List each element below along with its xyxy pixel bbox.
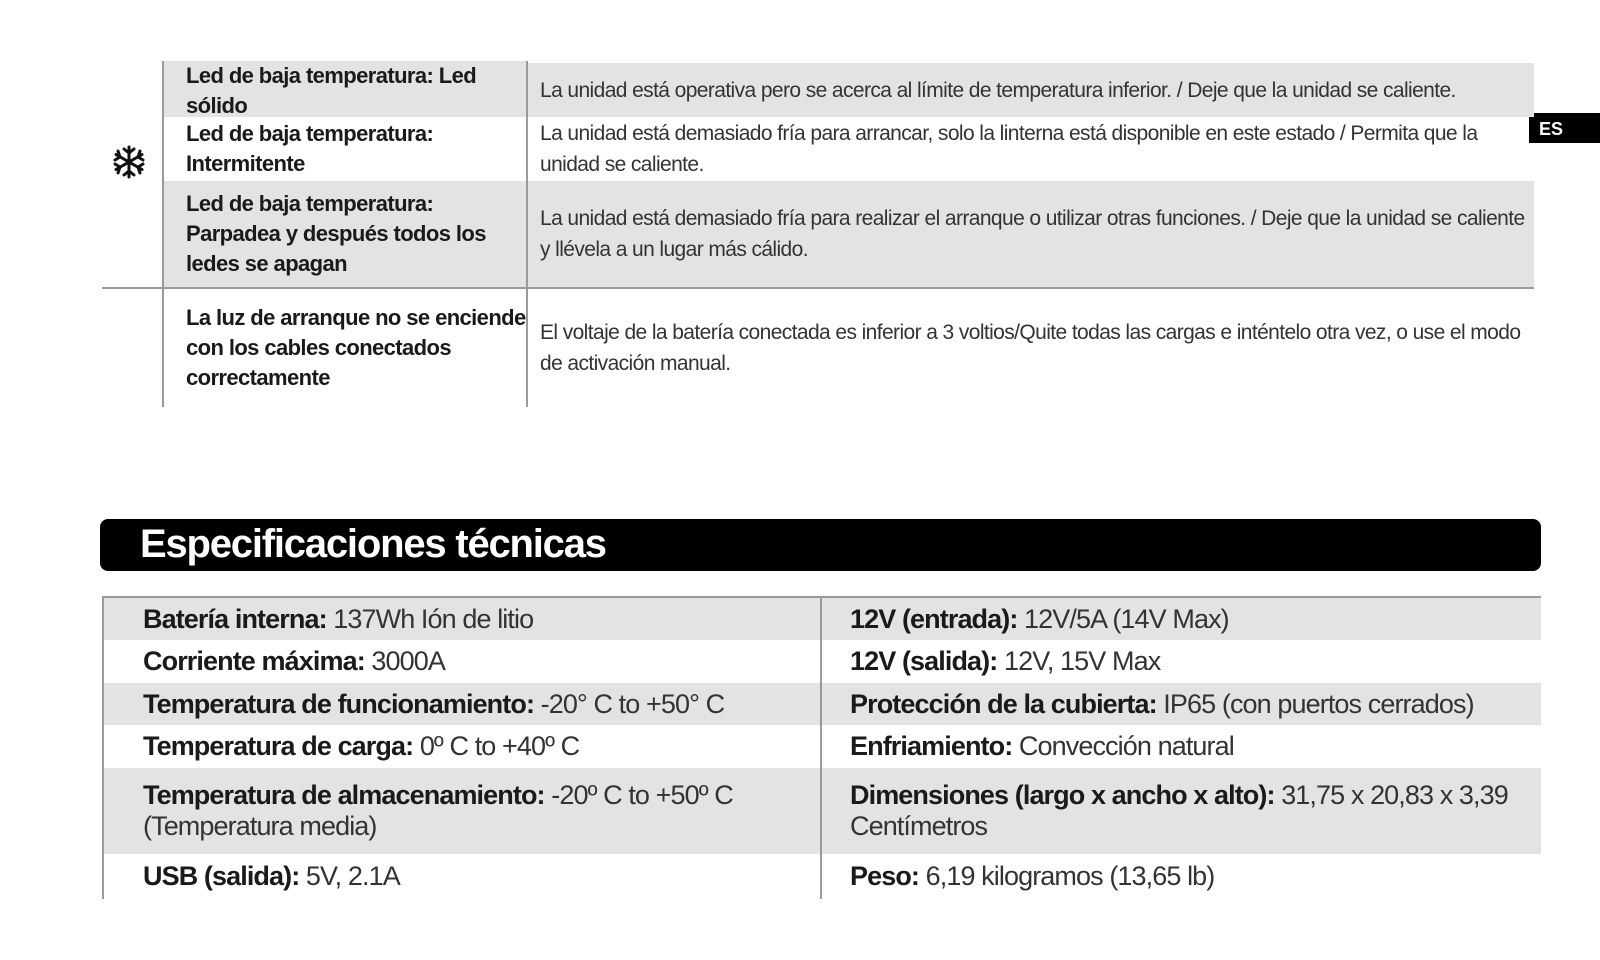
description-cell: La unidad está demasiado fría para realizar el arranque o utilizar otras funciones. / Deje que la unidad se caliente y llévela a un lugar más cálido. — [528, 181, 1534, 287]
spec-label: Temperatura de almacenamiento: — [143, 780, 545, 810]
spec-label: Temperatura de carga: — [143, 731, 414, 761]
spec-cell — [102, 725, 822, 768]
spec-value: 12V/5A (14V Max) — [1017, 603, 1229, 634]
spec-value: 3000A — [364, 646, 445, 676]
icon-cell — [102, 63, 162, 117]
table-row — [102, 768, 1541, 854]
language-tab: ES — [1529, 113, 1600, 143]
spec-value: 137Wh Ión de litio — [326, 603, 534, 634]
spec-cell — [822, 854, 1541, 899]
spec-cell — [102, 640, 822, 683]
spec-value: 5V, 2.1A — [299, 861, 400, 891]
description-cell: La unidad está operativa pero se acerca al límite de temperatura inferior. / Deje que la unidad se caliente. — [528, 63, 1534, 117]
condition-cell: Led de baja temperatura: Intermitente — [162, 117, 528, 181]
table-row — [102, 725, 1541, 768]
condition-cell: Led de baja temperatura: Led sólido — [162, 61, 528, 117]
spec-value: 6,19 kilogramos (13,65 lb) — [919, 861, 1215, 891]
spec-cell — [102, 683, 822, 725]
spec-cell — [822, 683, 1541, 725]
description-cell: El voltaje de la batería conectada es inferior a 3 voltios/Quite todas las cargas e inténtelo otra vez, o use el modo de activación manual. — [540, 321, 1521, 375]
specifications-title: Especificaciones técnicas — [100, 519, 1541, 571]
description-cell: La unidad está demasiado fría para arrancar, solo la linterna está disponible en este estado / Permita que la unidad se caliente. — [540, 122, 1478, 176]
table-row — [102, 598, 1541, 640]
spec-label: 12V (entrada): — [850, 603, 1018, 634]
spec-value: 0º C to +40º C — [413, 731, 580, 761]
spec-label: Corriente máxima: — [143, 646, 365, 676]
spec-label: Enfriamiento: — [850, 731, 1013, 761]
spec-value: 12V, 15V Max — [997, 646, 1161, 676]
spec-cell — [102, 768, 822, 854]
icon-cell — [102, 181, 162, 287]
spec-label: USB (salida): — [143, 861, 300, 891]
table-row — [102, 683, 1541, 725]
table-row — [102, 63, 1534, 117]
spec-label: Protección de la cubierta: — [850, 688, 1157, 719]
spec-cell — [822, 725, 1541, 768]
specifications-table — [102, 596, 1541, 899]
icon-cell — [102, 289, 162, 407]
spec-cell — [822, 768, 1541, 854]
spec-cell — [822, 598, 1541, 640]
spec-label: Temperatura de funcionamiento: — [143, 688, 535, 719]
spec-label: 12V (salida): — [850, 646, 998, 676]
spec-value: IP65 (con puertos cerrados) — [1156, 688, 1474, 719]
condition-cell: Led de baja temperatura: Parpadea y después todos los ledes se apagan — [162, 181, 528, 287]
table-row — [102, 640, 1541, 683]
spec-label: Dimensiones (largo x ancho x alto): — [850, 780, 1275, 810]
table-row — [102, 854, 1541, 899]
troubleshooting-table — [102, 63, 1534, 407]
table-row — [102, 287, 1534, 407]
spec-cell — [822, 640, 1541, 683]
table-row — [102, 117, 1534, 181]
spec-label: Batería interna: — [143, 603, 327, 634]
spec-value: -20º C to +50º C (Temperatura media) — [143, 780, 733, 841]
spec-label: Peso: — [850, 861, 920, 891]
spec-cell — [102, 598, 822, 640]
spec-value: 31,75 x 20,83 x 3,39 Centímetros — [850, 780, 1508, 841]
table-row — [102, 181, 1534, 287]
spec-value: -20° C to +50° C — [534, 688, 725, 719]
condition-cell: La luz de arranque no se enciende con los cables conectados correctamente — [162, 289, 528, 407]
icon-cell — [102, 117, 162, 181]
spec-value: Convección natural — [1012, 731, 1234, 761]
spec-cell — [102, 854, 822, 899]
